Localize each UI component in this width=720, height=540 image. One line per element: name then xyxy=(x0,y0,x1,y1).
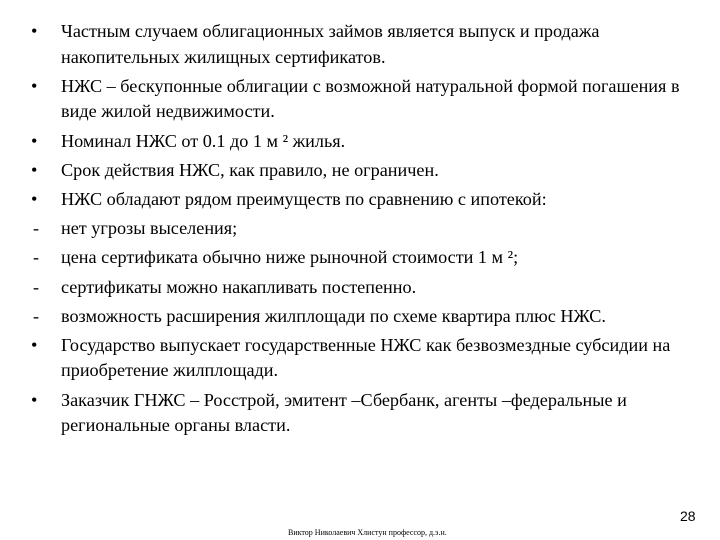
bullet-item xyxy=(30,158,690,184)
bullet-text: возможность расширения жилплощади по схеме квартира плюс НЖС. xyxy=(61,305,606,326)
bullet-item xyxy=(30,19,690,70)
dash-marker: - xyxy=(33,305,40,326)
dash-item xyxy=(30,245,690,271)
dash-item xyxy=(30,304,690,330)
bullet-text: Срок действия НЖС, как правило, не ограничен. xyxy=(61,159,439,180)
bullet-marker: • xyxy=(31,389,38,410)
bullet-list xyxy=(30,19,690,442)
bullet-text: Номинал НЖС от 0.1 до 1 м ² жилья. xyxy=(61,130,346,151)
dash-item xyxy=(30,216,690,242)
bullet-item xyxy=(30,333,690,384)
footer-author: Виктор Николаевич Хлистун профессор, д.э.н. xyxy=(288,528,447,537)
bullet-text: цена сертификата обычно ниже рыночной стоимости 1 м ²; xyxy=(61,247,519,268)
page-number: 28 xyxy=(680,508,696,524)
bullet-item xyxy=(30,187,690,213)
bullet-text: Частным случаем облигационных займов является выпуск и продажа накопительных жилищных сертификатов. xyxy=(61,21,600,67)
bullet-item xyxy=(30,74,690,125)
dash-item xyxy=(30,275,690,301)
dash-marker: - xyxy=(33,276,40,297)
bullet-item xyxy=(30,388,690,439)
bullet-text: Государство выпускает государственные НЖС как безвозмездные субсидии на приобретение жилплощади. xyxy=(61,334,671,381)
bullet-marker: • xyxy=(31,334,38,355)
bullet-text: НЖС – бескупонные облигации с возможной натуральной формой погашения в виде жилой недвижимости. xyxy=(61,75,680,122)
bullet-marker: • xyxy=(31,188,38,209)
bullet-item xyxy=(30,129,690,155)
bullet-text: Заказчик ГНЖС – Росстрой, эмитент –Сбербанк, агенты –федеральные и региональные органы власти. xyxy=(61,389,627,436)
bullet-text: сертификаты можно накапливать постепенно. xyxy=(61,276,417,297)
bullet-marker: • xyxy=(31,130,38,151)
dash-marker: - xyxy=(33,247,40,268)
bullet-text: НЖС обладают рядом преимуществ по сравнению с ипотекой: xyxy=(61,188,547,209)
dash-marker: - xyxy=(33,218,40,239)
bullet-text: нет угрозы выселения; xyxy=(61,218,238,239)
bullet-marker: • xyxy=(31,21,38,41)
bullet-marker: • xyxy=(31,75,38,96)
bullet-marker: • xyxy=(31,159,38,180)
